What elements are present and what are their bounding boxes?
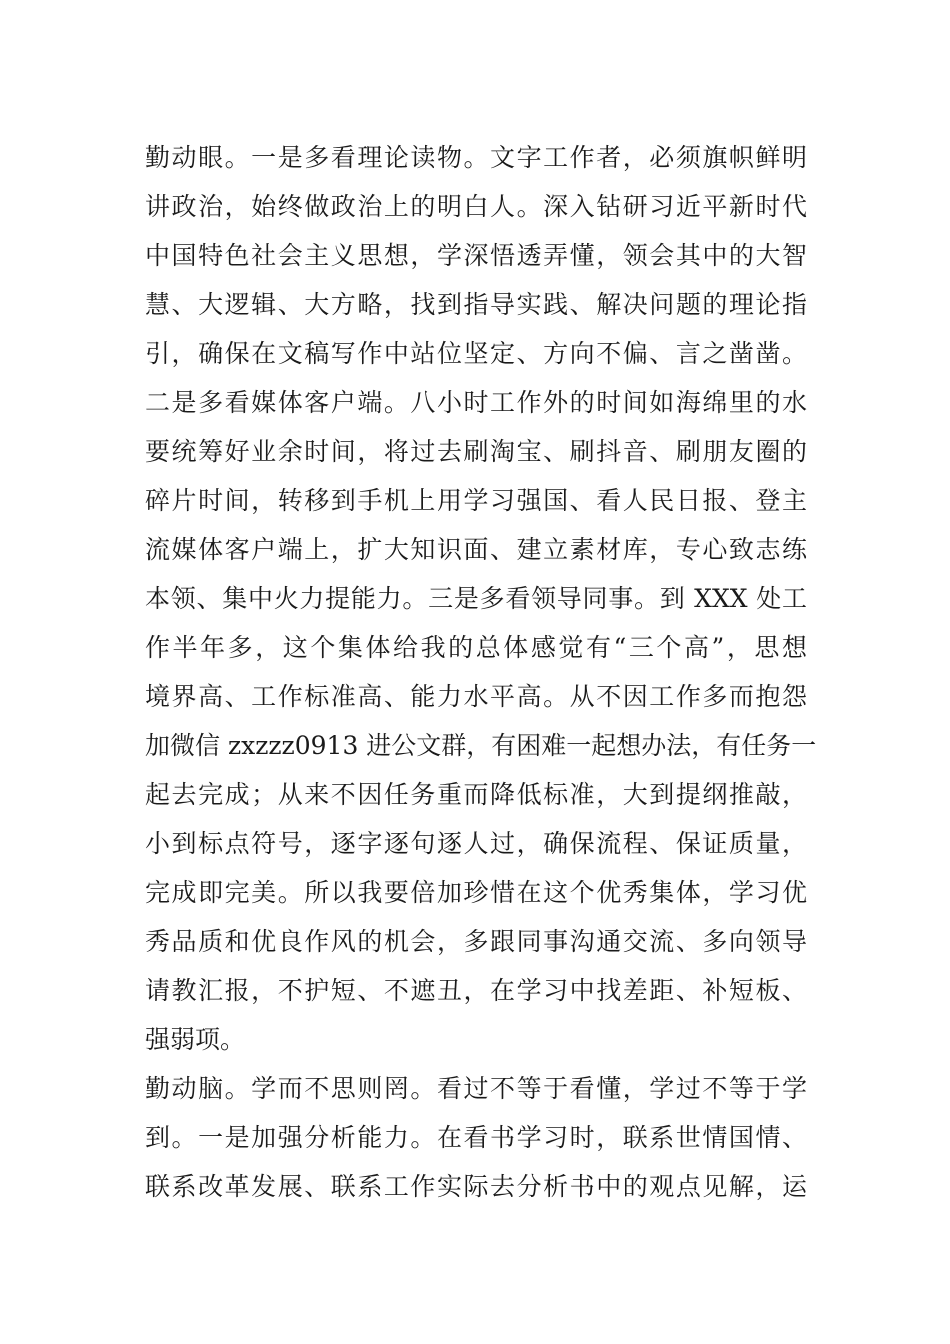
text-line: 联系改革发展、联系工作实际去分析书中的观点见解，运	[145, 1172, 807, 1201]
text-line: 中国特色社会主义思想，学深悟透弄懂，领会其中的大智	[145, 241, 807, 270]
text-line: 慧、大逻辑、大方略，找到指导实践、解决问题的理论指	[145, 290, 807, 319]
text-line: 勤动眼。一是多看理论读物。文字工作者，必须旗帜鲜明	[145, 143, 807, 172]
text-line: 讲政治，始终做政治上的明白人。深入钻研习近平新时代	[145, 192, 807, 221]
text-line: 秀品质和优良作风的机会，多跟同事沟通交流、多向领导	[145, 927, 807, 956]
text-line: 完成即完美。所以我要倍加珍惜在这个优秀集体，学习优	[145, 878, 807, 907]
text-line: 到。一是加强分析能力。在看书学习时，联系世情国情、	[145, 1123, 807, 1152]
text-line: 碎片时间，转移到手机上用学习强国、看人民日报、登主	[145, 486, 807, 515]
text-line: 请教汇报，不护短、不遮丑，在学习中找差距、补短板、	[145, 976, 807, 1005]
text-line: 本领、集中火力提能力。三是多看领导同事。到 XXX 处工	[145, 584, 807, 613]
text-line: 境界高、工作标准高、能力水平高。从不因工作多而抱怨	[145, 682, 807, 711]
text-line: 加微信 zxzzz0913 进公文群，有困难一起想办法，有任务一	[145, 731, 817, 760]
document-body	[145, 133, 817, 1211]
text-line: 二是多看媒体客户端。八小时工作外的时间如海绵里的水	[145, 388, 807, 417]
text-line: 作半年多，这个集体给我的总体感觉有“三个高”，思想	[145, 633, 807, 662]
text-line: 引，确保在文稿写作中站位坚定、方向不偏、言之凿凿。	[145, 339, 807, 368]
text-line: 强弱项。	[145, 1025, 246, 1054]
text-line: 流媒体客户端上，扩大知识面、建立素材库，专心致志练	[145, 535, 807, 564]
text-line: 起去完成；从来不因任务重而降低标准，大到提纲推敲，	[145, 780, 807, 809]
text-line: 勤动脑。学而不思则罔。看过不等于看懂，学过不等于学	[145, 1074, 807, 1103]
text-line: 小到标点符号，逐字逐句逐人过，确保流程、保证质量，	[145, 829, 807, 858]
paragraph	[145, 1064, 807, 1211]
paragraph	[145, 133, 817, 1064]
text-line: 要统筹好业余时间，将过去刷淘宝、刷抖音、刷朋友圈的	[145, 437, 807, 466]
